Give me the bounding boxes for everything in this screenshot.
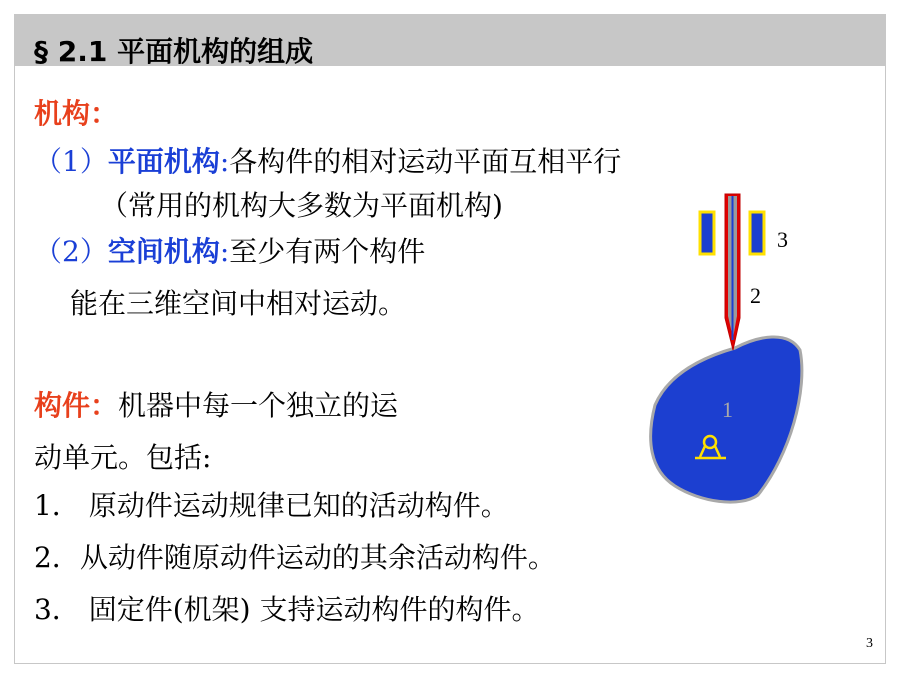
item-2-number: （2） <box>34 235 108 268</box>
mechanism-item-1 <box>34 140 621 180</box>
frame-right-border <box>885 14 886 664</box>
list-item: 2．从动件随原动件运动的其余活动构件。 <box>34 541 556 574</box>
list-item: 1． 原动件运动规律已知的活动构件。 <box>34 489 509 522</box>
component-definition-line-1 <box>34 384 398 424</box>
frame-left-border <box>14 14 15 664</box>
item-1-number: （1） <box>34 145 108 178</box>
label-guide: 3 <box>777 227 788 252</box>
frame-bottom-border <box>14 663 886 664</box>
label-follower: 2 <box>750 283 761 308</box>
item-1-text: 各构件的相对运动平面互相平行 <box>229 145 622 178</box>
guide-block-left <box>700 212 714 254</box>
item-2-term: 空间机构 <box>107 235 220 268</box>
guide-block-right <box>750 212 764 254</box>
item-1-term: 平面机构 <box>107 145 220 178</box>
component-heading: 构件： <box>34 389 119 422</box>
cam-follower-diagram <box>640 190 820 520</box>
page-title: § 2.1 平面机构的组成 <box>34 35 314 68</box>
item-2-text: 至少有两个构件 <box>229 235 426 268</box>
mechanism-item-2-cont: 能在三维空间中相对运动。 <box>70 287 407 320</box>
mechanism-item-2 <box>34 230 425 270</box>
list-item: 3． 固定件(机架) 支持运动构件的构件。 <box>34 593 540 626</box>
item-1-colon: : <box>219 145 230 178</box>
item-2-colon: : <box>219 235 230 268</box>
component-text-1: 机器中每一个独立的运 <box>118 389 399 422</box>
page-number: 3 <box>866 636 873 651</box>
mechanism-item-1-note: （常用的机构大多数为平面机构) <box>100 189 503 222</box>
label-cam: 1 <box>722 397 733 422</box>
mechanism-heading: 机构： <box>34 97 119 130</box>
component-text-2: 动单元。包括: <box>34 441 212 474</box>
